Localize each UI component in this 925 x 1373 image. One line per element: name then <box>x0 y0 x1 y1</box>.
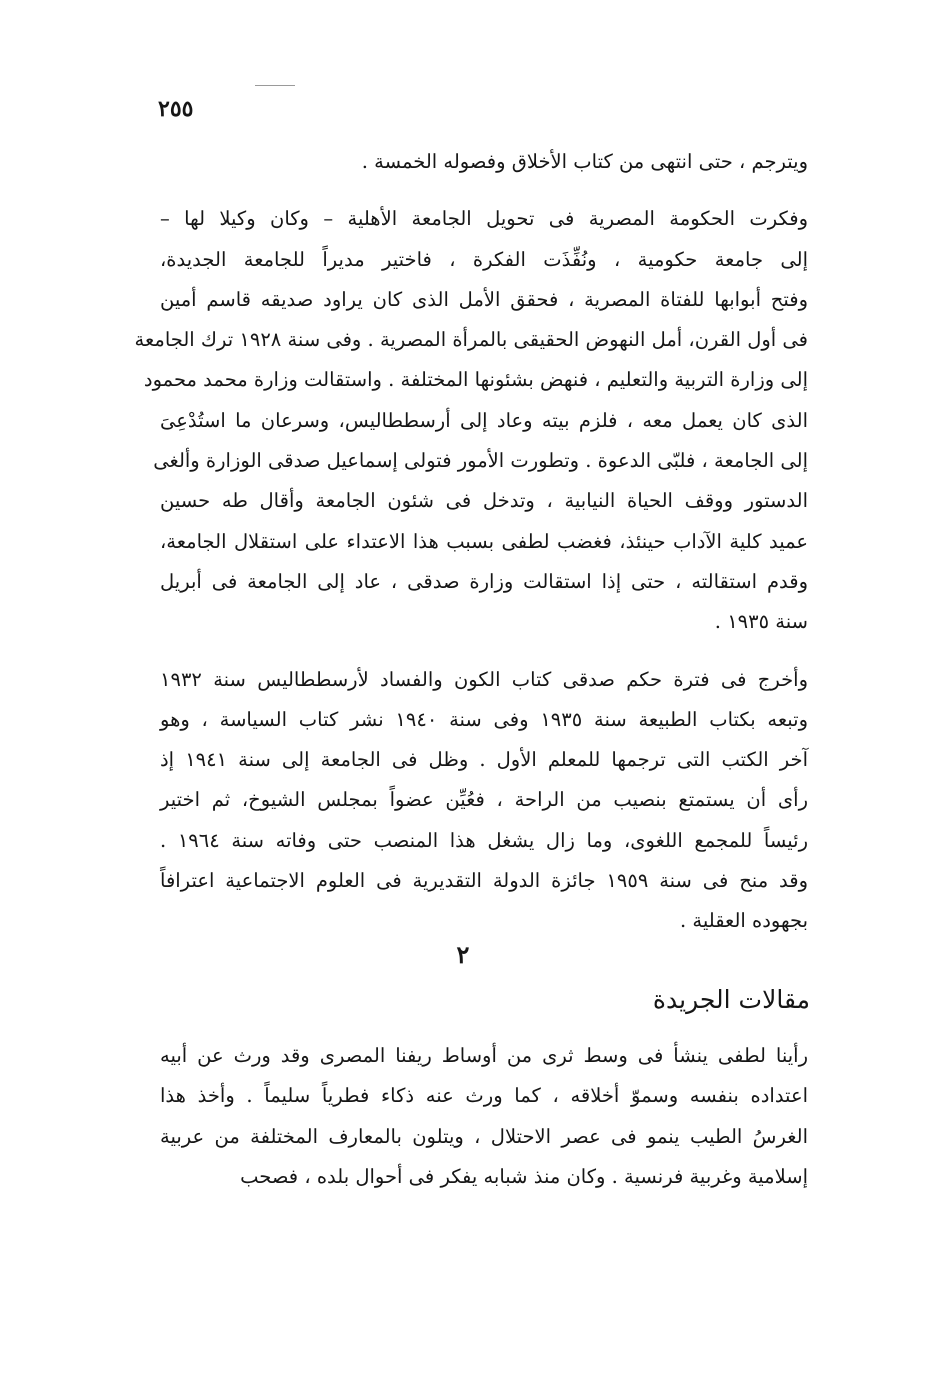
body-text-bottom <box>160 1036 808 1197</box>
section-number: ٢ <box>456 940 470 969</box>
text-line: الدستور ووقف الحياة النيابية ، وتدخل فى شئون الجامعة وأقال طه حسين <box>160 489 808 513</box>
paragraph-gap <box>160 182 808 199</box>
body-text-top <box>134 142 808 942</box>
text-line: سنة ١٩٣٥ . <box>714 610 808 634</box>
text-line: وفكرت الحكومة المصرية فى تحويل الجامعة الأهلية – وكان وكيلا لها – <box>160 207 808 231</box>
paragraph <box>160 1036 808 1197</box>
text-line: آخر الكتب التى ترجمها للمعلم الأول . وظل فى الجامعة إلى سنة ١٩٤١ إذ <box>160 748 808 772</box>
text-line: رأينا لطفى ينشأ فى وسط ثرى من أوساط ريفنا المصرى وقد ورث عن أبيه <box>160 1044 808 1067</box>
page-number: ٢٥٥ <box>158 96 194 122</box>
text-line: وقد منح فى سنة ١٩٥٩ جائزة الدولة التقديرية فى العلوم الاجتماعية اعترافاً <box>160 869 808 893</box>
top-rule <box>255 85 295 86</box>
text-line: إسلامية وغربية فرنسية . وكان منذ شبابه يفكر فى أحوال بلده ، فصحب <box>240 1164 808 1188</box>
text-line: فى أول القرن، أمل النهوض الحقيقى بالمرأة المصرية . وفى سنة ١٩٢٨ ترك الجامعة <box>134 328 808 352</box>
text-line: رأى أن يستمتع بنصيب من الراحة ، فعُيِّن عضواً بمجلس الشيوخ، ثم اختير <box>160 788 808 812</box>
text-line: عميد كلية الآداب حينئذ، فغضب لطفى بسبب هذا الاعتداء على استقلال الجامعة، <box>160 529 808 553</box>
text-line: ويترجم ، حتى انتهى من كتاب الأخلاق وفصوله الخمسة . <box>361 150 808 173</box>
text-line: بجهوده العقلية . <box>680 909 808 933</box>
text-line: الغرسُ الطيب ينمو فى عصر الاحتلال ، ويتلون بالمعارف المختلفة من عربية <box>160 1124 808 1148</box>
text-line: اعتداده بنفسه وسموّ أخلاقه ، كما ورث عنه ذكاء فطرياً سليماً . وأخذ هذا <box>160 1084 808 1108</box>
section-heading: مقالات الجريدة <box>652 985 810 1014</box>
text-line: وفتح أبوابها للفتاة المصرية ، فحقق الأمل الذى كان يراود صديقه قاسم أمين <box>160 287 808 311</box>
text-line: وأخرج فى فترة حكم صدقى كتاب الكون والفساد لأرسططاليس سنة ١٩٣٢ <box>160 667 808 691</box>
text-line: إلى جامعة حكومية ، ونُفِّذَت الفكرة ، فاختير مديراً للجامعة الجديدة، <box>160 247 808 271</box>
paragraph <box>160 660 808 942</box>
text-line: إلى الجامعة ، فلبّى الدعوة . وتطورت الأمور فتولى إسماعيل صدقى الوزارة وألغى <box>153 449 808 473</box>
paragraph <box>160 142 808 182</box>
text-line: وقدم استقالته ، حتى إذا استقالت وزارة صدقى ، عاد إلى الجامعة فى أبريل <box>160 569 808 593</box>
paragraph <box>134 199 808 642</box>
text-line: الذى كان يعمل معه ، فلزم بيته وعاد إلى أرسططاليس، وسرعان ما استُدْعِىَ <box>160 408 808 432</box>
text-line: وتبعه بكتاب الطبيعة سنة ١٩٣٥ وفى سنة ١٩٤٠ نشر كتاب السياسة ، وهو <box>160 707 808 731</box>
text-line: رئيساً للمجمع اللغوى، وما زال يشغل هذا المنصب حتى وفاته سنة ١٩٦٤ . <box>160 828 808 852</box>
paragraph-gap <box>160 643 808 660</box>
text-line: إلى وزارة التربية والتعليم ، فنهض بشئونها المختلفة . واستقالت وزارة محمد محمود <box>143 368 808 392</box>
